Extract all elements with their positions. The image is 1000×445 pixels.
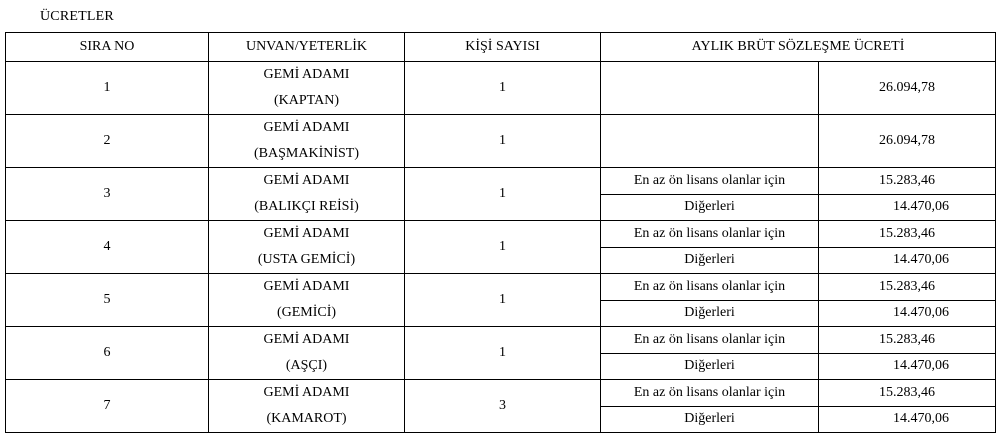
tier2-label-cell: Diğerleri [601,300,819,327]
table-row [6,327,996,354]
tier2-wage-cell: 14.470,06 [819,406,996,433]
unvan-title: GEMİ ADAMI [263,279,350,294]
unvan-sub: (USTA GEMİCİ) [257,252,356,267]
unvan-sub: (KAPTAN) [274,93,339,108]
unvan-cell [209,168,405,221]
tier1-label-cell: En az ön lisans olanlar için [601,274,819,301]
kisi-sayisi-cell: 1 [405,115,601,168]
kisi-sayisi-cell: 1 [405,168,601,221]
unvan-cell [209,221,405,274]
tier1-label-cell: En az ön lisans olanlar için [601,380,819,407]
unvan-sub: (KAMAROT) [266,411,347,426]
unvan-sub: (BAŞMAKİNİST) [254,146,359,161]
wage-cell: 26.094,78 [819,115,996,168]
table-row [6,115,996,168]
table-header-row [6,33,996,62]
unvan-cell [209,327,405,380]
kisi-sayisi-cell: 1 [405,327,601,380]
tier1-wage-cell: 15.283,46 [819,327,996,354]
header-kisi-sayisi: KİŞİ SAYISI [405,33,601,62]
page-title: ÜCRETLER [40,9,114,24]
tier1-label-cell: En az ön lisans olanlar için [601,168,819,195]
kisi-sayisi-cell: 1 [405,274,601,327]
unvan-title: GEMİ ADAMI [263,226,350,241]
tier1-wage-cell: 15.283,46 [819,221,996,248]
table-row [6,380,996,407]
empty-label-cell [601,62,819,115]
header-unvan: UNVAN/YETERLİK [209,33,405,62]
sira-no-cell: 2 [6,115,209,168]
tier1-wage-cell: 15.283,46 [819,274,996,301]
tier1-wage-cell: 15.283,46 [819,168,996,195]
sira-no-cell: 1 [6,62,209,115]
unvan-cell [209,62,405,115]
tier1-label-cell: En az ön lisans olanlar için [601,327,819,354]
kisi-sayisi-cell: 1 [405,221,601,274]
tier1-label-cell: En az ön lisans olanlar için [601,221,819,248]
unvan-sub: (BALIKÇI REİSİ) [254,199,359,214]
unvan-title: GEMİ ADAMI [263,120,350,135]
empty-label-cell [601,115,819,168]
table-row [6,62,996,115]
kisi-sayisi-cell: 1 [405,62,601,115]
tier2-wage-cell: 14.470,06 [819,247,996,274]
tier2-wage-cell: 14.470,06 [819,353,996,380]
header-sira-no: SIRA NO [6,33,209,62]
unvan-cell [209,380,405,433]
sira-no-cell: 3 [6,168,209,221]
wage-table [5,32,996,433]
kisi-sayisi-cell: 3 [405,380,601,433]
table-row [6,274,996,301]
sira-no-cell: 7 [6,380,209,433]
table-row [6,221,996,248]
unvan-title: GEMİ ADAMI [263,67,350,82]
tier1-wage-cell: 15.283,46 [819,380,996,407]
table-row [6,168,996,195]
tier2-wage-cell: 14.470,06 [819,300,996,327]
tier2-label-cell: Diğerleri [601,247,819,274]
unvan-sub: (GEMİCİ) [276,305,337,320]
tier2-label-cell: Diğerleri [601,406,819,433]
header-aylik-ucret: AYLIK BRÜT SÖZLEŞME ÜCRETİ [601,33,996,62]
sira-no-cell: 4 [6,221,209,274]
tier2-label-cell: Diğerleri [601,194,819,221]
unvan-cell [209,115,405,168]
unvan-cell [209,274,405,327]
sira-no-cell: 5 [6,274,209,327]
wage-cell: 26.094,78 [819,62,996,115]
unvan-title: GEMİ ADAMI [263,332,350,347]
unvan-sub: (AŞÇI) [285,358,328,373]
unvan-title: GEMİ ADAMI [263,385,350,400]
tier2-wage-cell: 14.470,06 [819,194,996,221]
sira-no-cell: 6 [6,327,209,380]
unvan-title: GEMİ ADAMI [263,173,350,188]
tier2-label-cell: Diğerleri [601,353,819,380]
